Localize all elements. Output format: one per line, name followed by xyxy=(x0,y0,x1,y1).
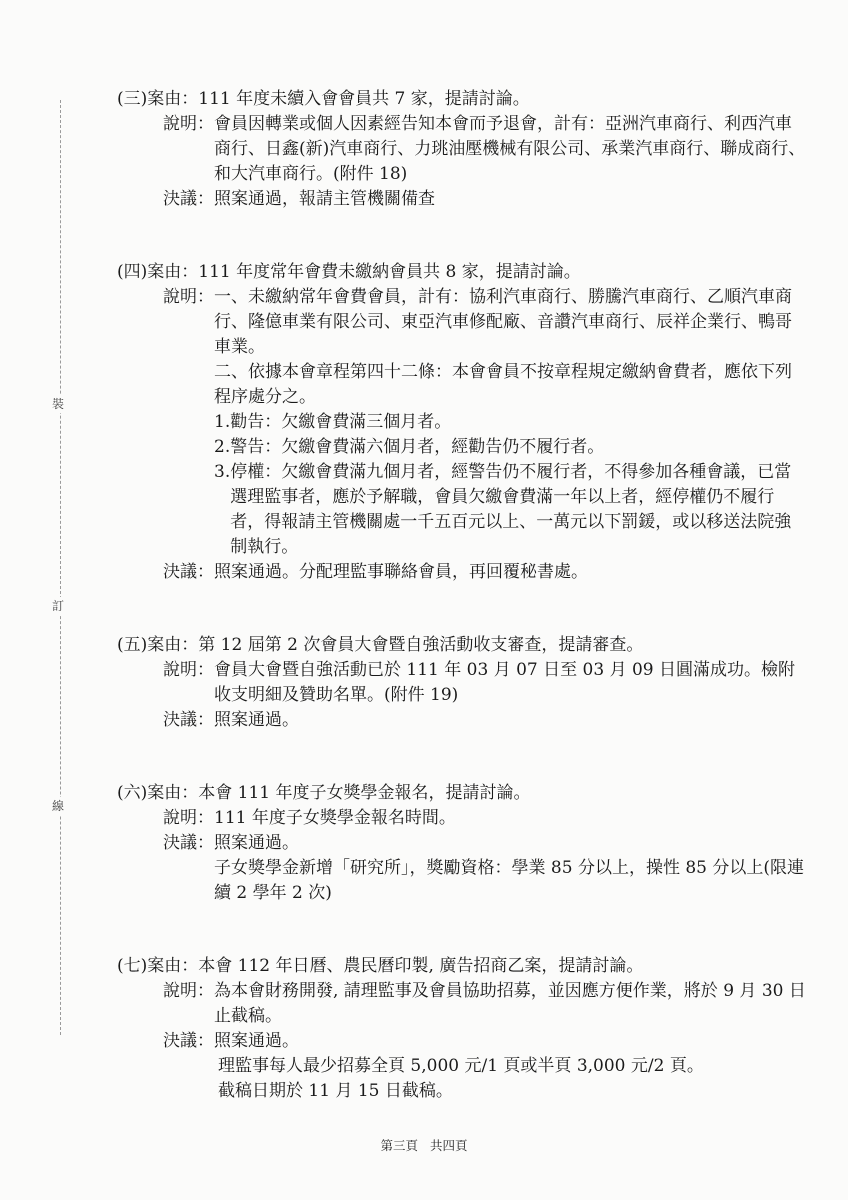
step-number: 3. xyxy=(214,462,231,482)
resolution-detail-2: 截稿日期於 11 月 15 日截稿。 xyxy=(218,1081,453,1101)
explain-point-2: 二、依據本會章程第四十二條：本會會員不按章程規定繳納會費者，應依下列程序處分之。 xyxy=(214,362,792,407)
case-label: (六)案由： xyxy=(117,783,199,803)
document-body xyxy=(117,87,807,1152)
case-label: (三)案由： xyxy=(117,89,199,109)
explain-label: 說明： xyxy=(163,981,214,1001)
resolution-text: 照案通過，報請主管機關備查 xyxy=(214,189,435,209)
resolution-detail: 子女獎學金新增「研究所」，獎勵資格：學業 85 分以上，操性 85 分以上(限連續 2 學年 2 次) xyxy=(214,858,805,903)
step-number: 1. xyxy=(214,412,231,432)
binding-mark-xian: 線 xyxy=(52,799,65,813)
explain-label: 說明： xyxy=(163,287,214,307)
case-subject: 111 年度未續入會會員共 7 家，提請討論。 xyxy=(198,89,530,109)
case-subject: 第 12 屆第 2 次會員大會暨自強活動收支審查，提請審查。 xyxy=(198,635,644,655)
explain-text: 為本會財務開發, 請理監事及會員協助招募，並因應方便作業，將於 9 月 30 日止截稿。 xyxy=(214,981,806,1026)
resolution-label: 決議： xyxy=(163,189,214,209)
resolution-label: 決議： xyxy=(163,1031,214,1051)
agenda-item-7 xyxy=(117,954,807,1104)
resolution-label: 決議： xyxy=(163,562,214,582)
explain-text: 會員因轉業或個人因素經告知本會而予退會，計有：亞洲汽車商行、利西汽車商行、日鑫(新)汽車商行、力珧油壓機械有限公司、承業汽車商行、聯成商行、和大汽車商行。(附件 18) xyxy=(214,114,806,184)
binding-dashed-line xyxy=(60,100,61,1035)
page-footer xyxy=(0,1136,848,1154)
resolution-text: 照案通過。 xyxy=(214,710,299,730)
case-subject: 111 年度常年會費未繳納會員共 8 家，提請討論。 xyxy=(198,262,581,282)
step-text: 警告：欠繳會費滿六個月者，經勸告仍不履行者。 xyxy=(230,437,605,457)
explain-label: 說明： xyxy=(163,114,214,134)
resolution-text: 照案通過。分配理監事聯絡會員，再回覆秘書處。 xyxy=(214,562,588,582)
case-subject: 本會 112 年日曆、農民曆印製, 廣告招商乙案，提請討論。 xyxy=(198,956,644,976)
case-subject: 本會 111 年度子女獎學金報名，提請討論。 xyxy=(198,783,531,803)
explain-label: 說明： xyxy=(163,808,214,828)
case-label: (四)案由： xyxy=(117,262,199,282)
page-total: 共四頁 xyxy=(430,1138,468,1153)
binding-mark-zhuang: 裝 xyxy=(52,397,65,411)
explain-text: 會員大會暨自強活動已於 111 年 03 月 07 日至 03 月 09 日圓滿成功。檢附收支明細及贊助名單。(附件 19) xyxy=(214,660,796,705)
explain-point-1: 一、未繳納常年會費會員，計有：協利汽車商行、勝騰汽車商行、乙順汽車商行、隆億車業有限公司、東亞汽車修配廠、音讚汽車商行、辰祥企業行、鴨哥車業。 xyxy=(214,287,792,357)
binding-mark-ding: 訂 xyxy=(52,599,65,613)
resolution-text: 照案通過。 xyxy=(214,1031,299,1051)
agenda-item-3 xyxy=(117,87,807,212)
agenda-item-4 xyxy=(117,260,807,585)
resolution-detail-1: 理監事每人最少招募全頁 5,000 元/1 頁或半頁 3,000 元/2 頁。 xyxy=(218,1056,704,1076)
case-label: (七)案由： xyxy=(117,956,199,976)
step-text: 停權：欠繳會費滿九個月者，經警告仍不履行者，不得參加各種會議，已當選理監事者，應於予解職，會員欠繳會費滿一年以上者，經停權仍不履行者，得報請主管機關處一千五百元以上、一萬元以下罰鍰，或以移送法院強制執行。 xyxy=(230,462,792,557)
step-text: 勸告：欠繳會費滿三個月者。 xyxy=(230,412,452,432)
page-number: 第三頁 xyxy=(380,1138,418,1153)
resolution-label: 決議： xyxy=(163,833,214,853)
agenda-item-6 xyxy=(117,781,807,906)
resolution-text: 照案通過。 xyxy=(214,833,299,853)
explain-label: 說明： xyxy=(163,660,214,680)
resolution-label: 決議： xyxy=(163,710,214,730)
step-number: 2. xyxy=(214,437,231,457)
case-label: (五)案由： xyxy=(117,635,199,655)
agenda-item-5 xyxy=(117,633,807,733)
explain-text: 111 年度子女獎學金報名時間。 xyxy=(214,808,456,828)
